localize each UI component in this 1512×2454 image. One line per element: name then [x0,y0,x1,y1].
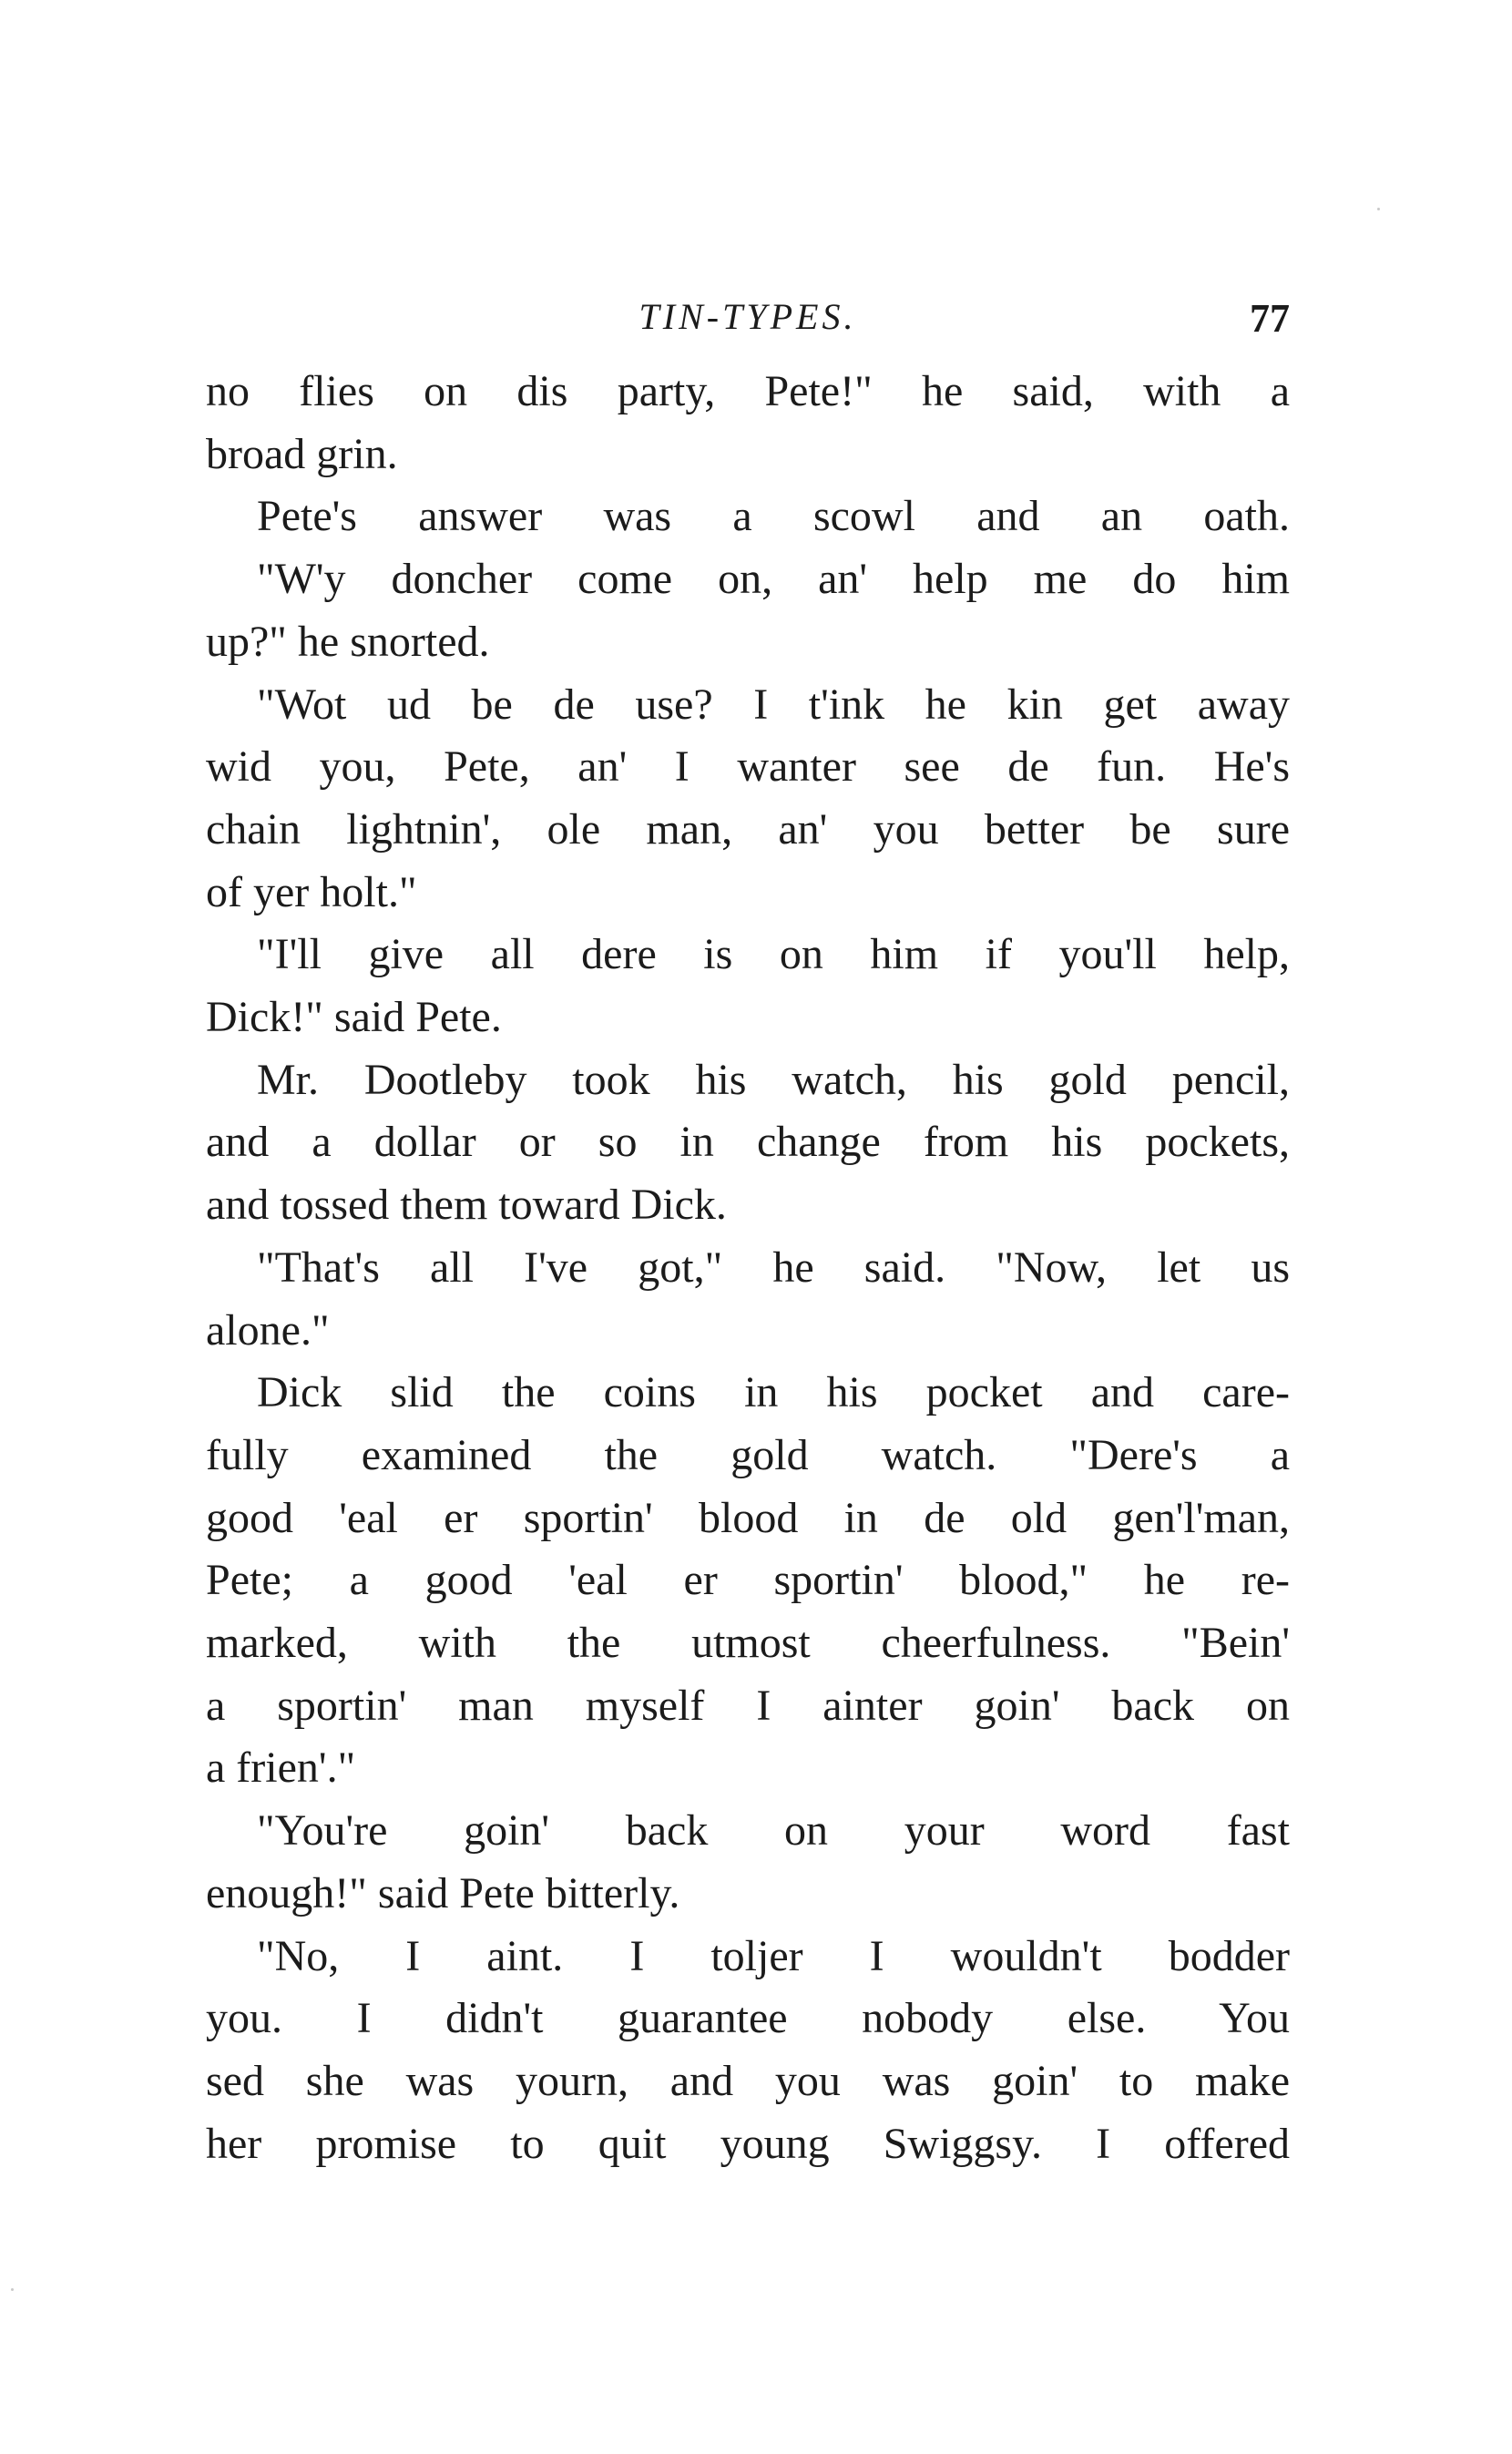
text-line: marked, with the utmost cheerfulness. "Bein' [206,1619,1290,1668]
text-line: broad grin. [206,429,398,478]
text-line: her promise to quit young Swiggsy. I offered [206,2119,1290,2168]
text-line: of yer holt." [206,867,417,916]
paragraph [206,1362,1290,1800]
paragraph [206,548,1290,673]
text-line: up?" he snorted. [206,617,490,666]
text-line: a sportin' man myself I ainter goin' back on [206,1681,1290,1730]
running-head [206,290,1290,344]
text-line: alone." [206,1305,330,1355]
page-number: 77 [1250,296,1290,341]
text-line: Mr. Dootleby took his watch, his gold pencil, [257,1055,1290,1104]
running-title: TIN-TYPES. [639,296,857,337]
text-line: and tossed them toward Dick. [206,1181,727,1230]
paragraph [206,1237,1290,1362]
text-line: Pete's answer was a scowl and an oath. [257,492,1290,541]
text-line: "That's all I've got," he said. "Now, let us [257,1242,1290,1292]
text-line: a frien'." [206,1743,356,1793]
text-line: and a dollar or so in change from his pockets, [206,1118,1290,1167]
paragraph [206,361,1290,486]
text-line: "You're goin' back on your word fast [257,1806,1290,1856]
text-line: Dick!" said Pete. [206,993,502,1042]
paper-speck [11,2288,14,2291]
text-line: you. I didn't guarantee nobody else. You [206,1994,1290,2043]
paragraph [206,674,1290,925]
text-line: enough!" said Pete bitterly. [206,1868,680,1917]
paragraph [206,924,1290,1048]
text-line: sed she was yourn, and you was goin' to make [206,2056,1290,2105]
text-line: good 'eal er sportin' blood in de old gen'l'man, [206,1493,1290,1542]
text-line: chain lightnin', ole man, an' you better be sure [206,804,1290,854]
text-line: fully examined the gold watch. "Dere's a [206,1430,1290,1479]
paper-speck [1377,208,1380,210]
text-line: "Wot ud be de use? I t'ink he kin get away [257,680,1290,729]
text-line: Dick slid the coins in his pocket and care- [257,1368,1290,1417]
text-line: wid you, Pete, an' I wanter see de fun. He's [206,742,1290,792]
body-text [206,361,1290,2175]
paragraph [206,1049,1290,1237]
text-line: "W'y doncher come on, an' help me do him [257,555,1290,604]
text-line: Pete; a good 'eal er sportin' blood," he re- [206,1556,1290,1605]
paragraph [206,486,1290,548]
text-line: no flies on dis party, Pete!" he said, with a [206,367,1290,415]
text-line: "No, I aint. I toljer I wouldn't bodder [257,1931,1290,1980]
paragraph [206,1926,1290,2176]
paragraph [206,1800,1290,1925]
text-line: "I'll give all dere is on him if you'll help, [257,930,1290,979]
